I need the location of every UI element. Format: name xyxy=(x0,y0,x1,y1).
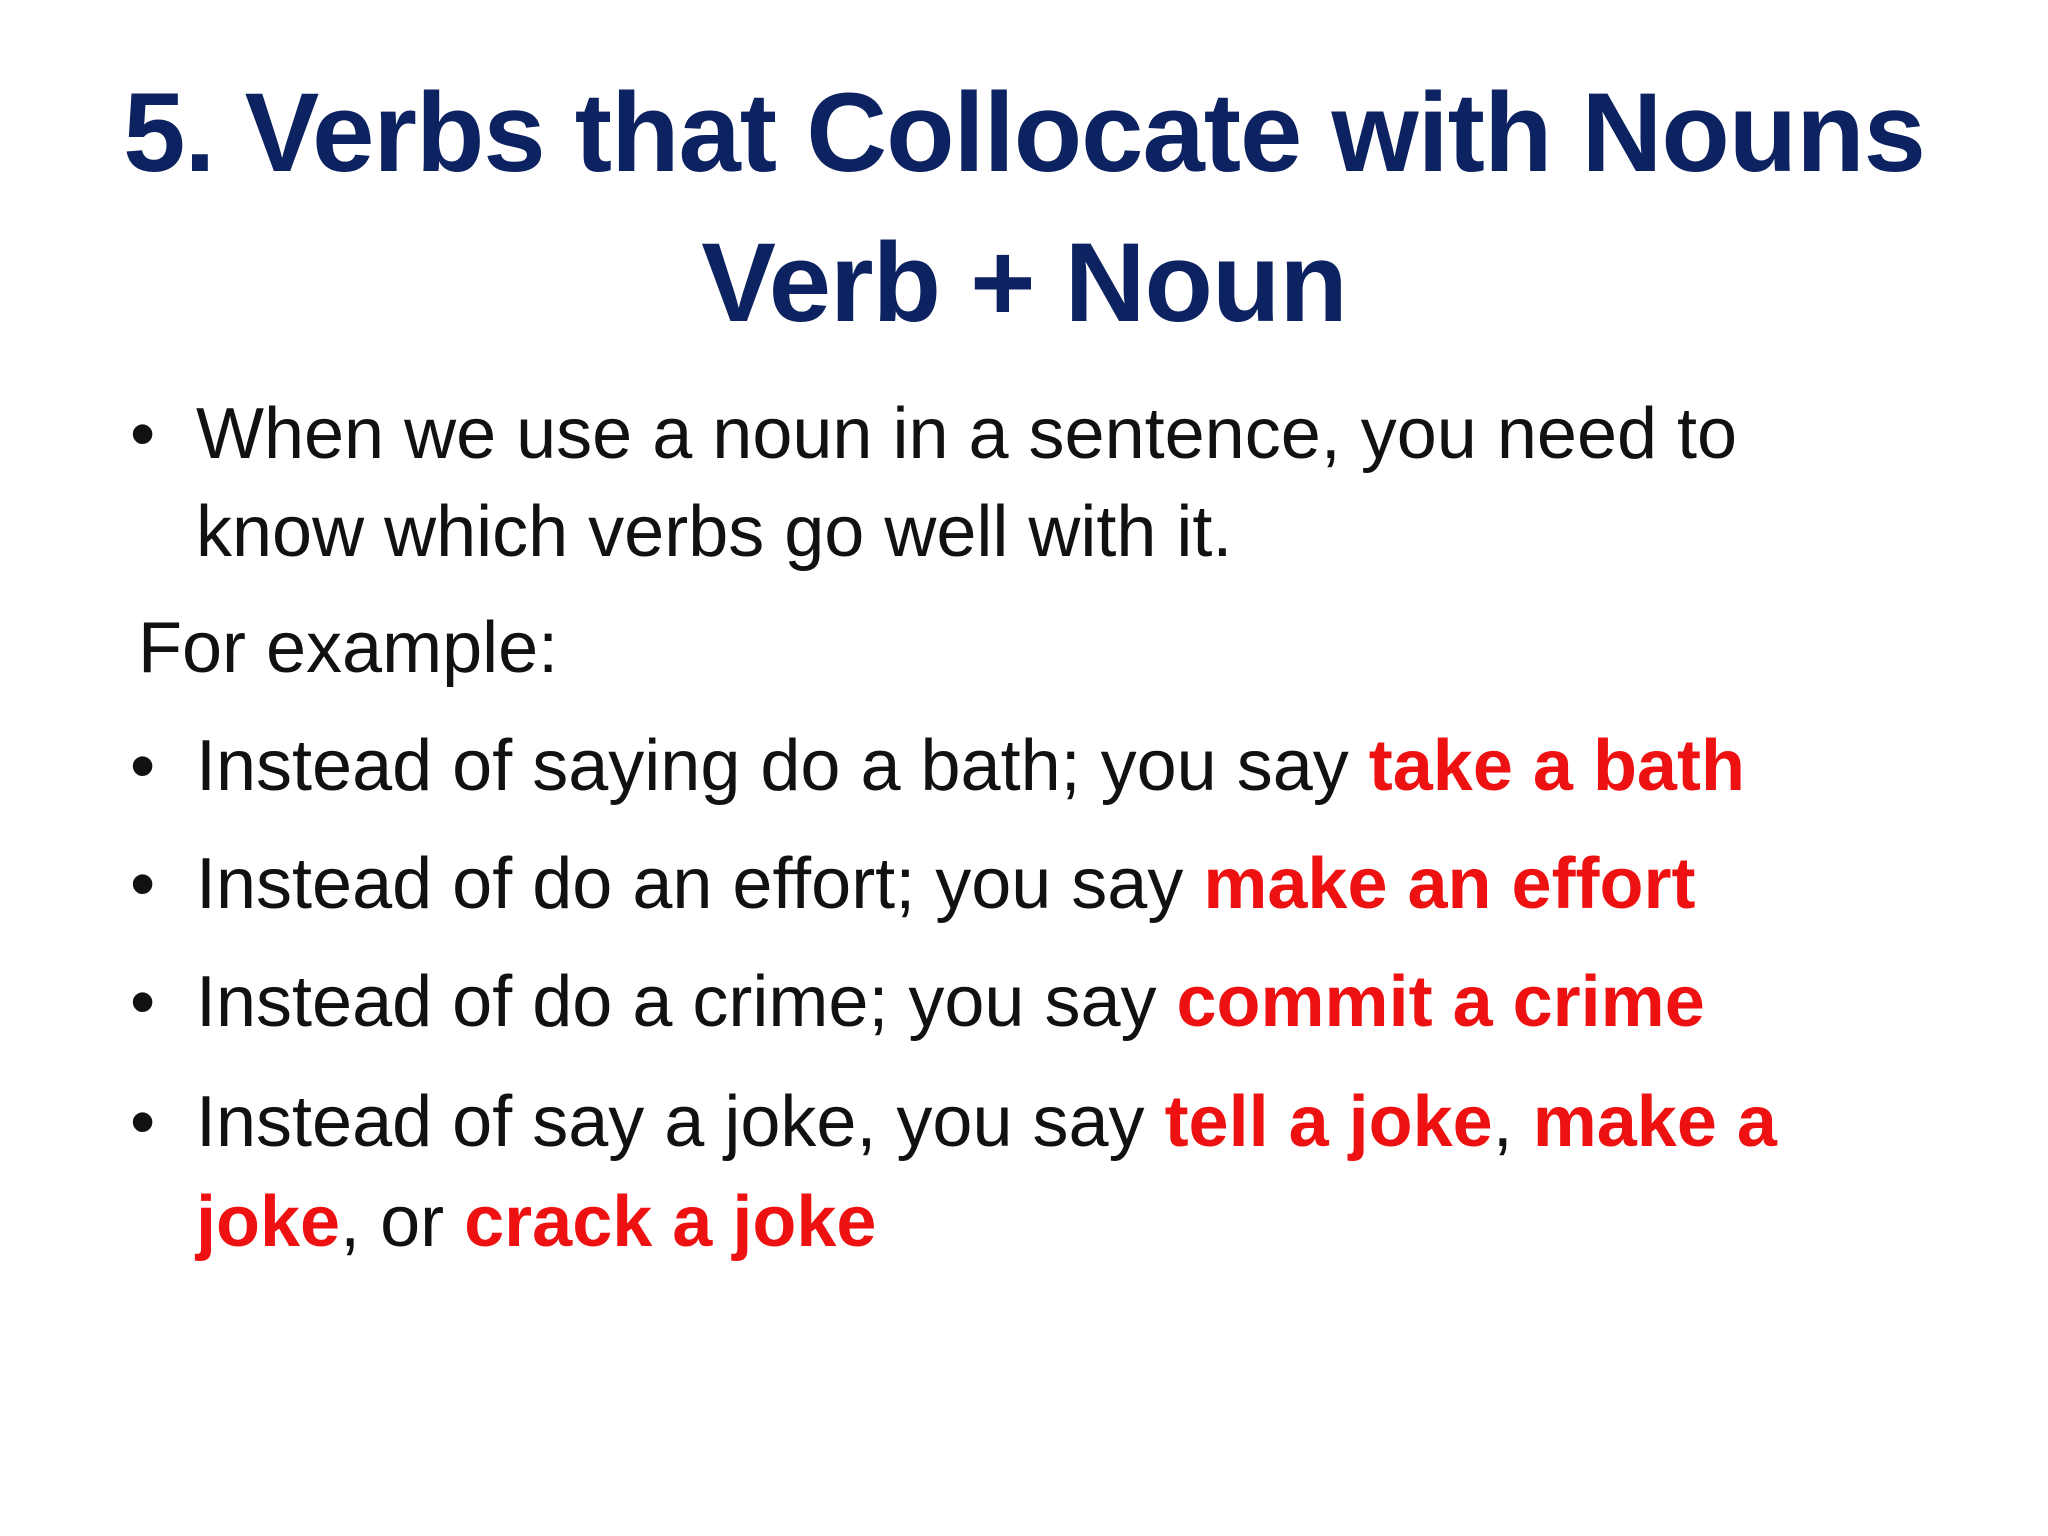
joke-answer-make-part1: make a xyxy=(1532,1082,1777,1162)
example-text: Instead of do a crime; you say xyxy=(196,962,1177,1042)
joke-separator: , xyxy=(1492,1082,1533,1162)
example-item xyxy=(196,724,1745,808)
joke-separator: , or xyxy=(340,1182,465,1262)
bullet-icon: • xyxy=(130,726,156,806)
bullet-icon: • xyxy=(130,962,156,1042)
intro-line-1: When we use a noun in a sentence, you need to xyxy=(196,394,1738,474)
title-line-1: 5. Verbs that Collocate with Nouns xyxy=(123,70,1925,195)
joke-answer-tell: tell a joke xyxy=(1164,1082,1493,1162)
example-text: Instead of do an effort; you say xyxy=(196,844,1204,924)
bullet-icon: • xyxy=(130,844,156,924)
intro-line-2: know which verbs go well with it. xyxy=(196,492,1233,572)
joke-answer-make-part2: joke xyxy=(196,1182,341,1262)
example-item xyxy=(196,960,1705,1044)
bullet-icon: • xyxy=(130,1082,156,1162)
joke-text: Instead of say a joke, you say xyxy=(196,1082,1165,1162)
example-answer: make an effort xyxy=(1203,844,1696,924)
example-answer: commit a crime xyxy=(1176,962,1705,1042)
example-answer: take a bath xyxy=(1368,726,1745,806)
example-item xyxy=(196,842,1696,926)
for-example-label: For example: xyxy=(138,608,559,688)
joke-line-2 xyxy=(196,1180,876,1264)
bullet-icon: • xyxy=(130,394,156,474)
example-text: Instead of saying do a bath; you say xyxy=(196,726,1369,806)
joke-answer-crack: crack a joke xyxy=(464,1182,877,1262)
joke-line-1 xyxy=(196,1080,1777,1164)
title-line-2: Verb + Noun xyxy=(701,220,1347,345)
